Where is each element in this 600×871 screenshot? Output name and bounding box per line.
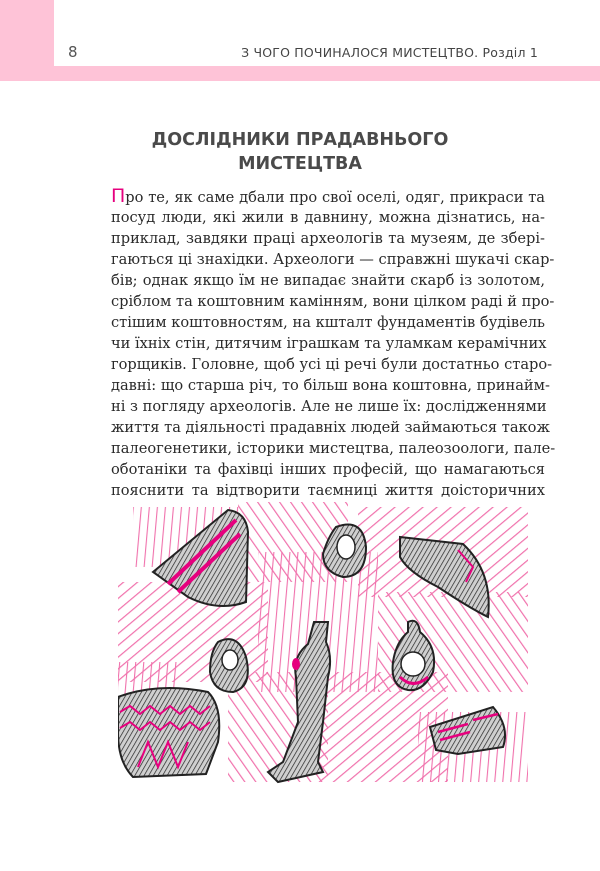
pottery-shard-icon	[118, 688, 219, 777]
running-head: З ЧОГО ПОЧИНАЛОСЯ МИСТЕЦТВО. Розділ 1	[241, 45, 538, 60]
body-line: життя та діяльності прадавніх людей займаються також	[111, 419, 550, 436]
body-line: приклад, завдяки праці археологів та музеям, де зберi-	[111, 230, 545, 247]
page-number: 8	[68, 43, 78, 61]
earring-icon	[210, 639, 248, 692]
body-line: гаються ці знахідки. Археологи — справжні шукачі скар-	[111, 251, 555, 268]
section-title	[0, 128, 600, 176]
body-line: давні: що старша річ, то більш вона коштовна, принайм-	[111, 377, 550, 394]
body-line: оботаніки та фахівці інших професій, що намагаються	[111, 461, 545, 478]
body-line: палеогенетики, історики мистецтва, палеозоологи, пале-	[111, 440, 556, 457]
section-title-line-1: ДОСЛІДНИКИ ПРАДАВНЬОГО	[151, 130, 449, 150]
body-line: стішим коштовностям, на кшталт фундаментів будівель	[111, 314, 545, 331]
header-pink-bar	[0, 66, 600, 81]
body-paragraph	[111, 185, 556, 501]
body-line: бів; однак якщо їм не випадає знайти скарб із золотом,	[111, 272, 545, 289]
artifacts-illustration	[118, 492, 538, 792]
drop-cap: П	[111, 185, 126, 207]
section-title-line-2: МИСТЕЦТВА	[238, 154, 362, 174]
body-line: сріблом та коштовним камінням, вони цілком раді й про-	[111, 293, 555, 310]
body-line: горщиків. Головне, щоб усі ці речі були достатньо старо-	[111, 356, 553, 373]
body-line: посуд люди, які жили в давнину, можна дізнатись, на-	[111, 209, 545, 226]
body-line: ні з погляду археологів. Але не лише їх: дослідженнями	[111, 398, 547, 415]
body-line: пояснити та відтворити таємниці життя доісторичних	[111, 482, 545, 499]
body-line: Про те, як саме дбали про свої оселі, одяг, прикраси та	[111, 185, 545, 207]
body-line: чи їхніх стін, дитячим іграшкам та уламкам керамічних	[111, 335, 547, 352]
